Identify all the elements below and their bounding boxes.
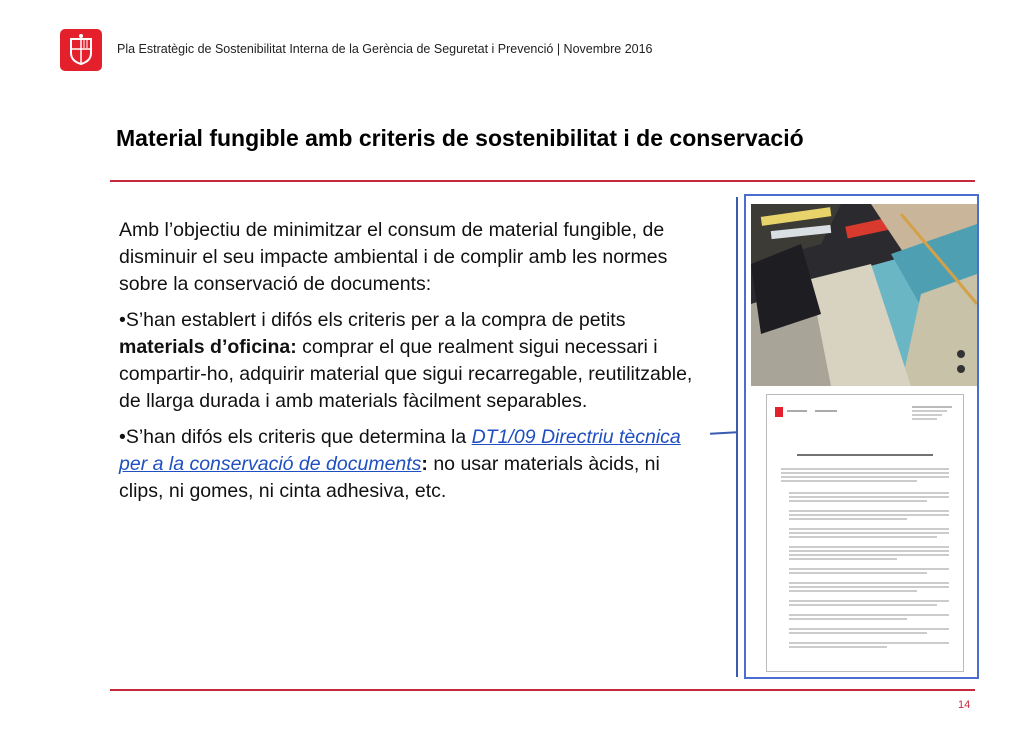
bullet2-suffix: no usar materials àcids, ni clips, ni gomes, ni cinta adhesiva, etc. [119, 453, 660, 502]
bullet-office-materials [119, 307, 699, 415]
slide-body [119, 217, 699, 514]
intro-paragraph: Amb l’objectiu de minimitzar el consum de material fungible, de disminuir el seu impacte ambiental i de complir amb les normes sobre la conservació de documents: [119, 219, 668, 295]
ajuntament-logo [60, 29, 102, 71]
bullet2-prefix: •S’han difós els criteris que determina la [119, 426, 472, 448]
bullet-conservation [119, 424, 699, 505]
bullet1-suffix: comprar el que realment sigui necessari i compartir-ho, adquirir material que sigui recarregable, reutilitzable, de llarga durada i amb materials fàcilment separables. [119, 336, 693, 412]
footer-divider [110, 689, 975, 691]
document-page-icon [767, 395, 963, 671]
header-subtitle: Pla Estratègic de Sostenibilitat Interna de la Gerència de Seguretat i Prevenció | Novembre 2016 [117, 42, 653, 56]
bracket-line [736, 197, 738, 677]
illustration-frame [744, 194, 979, 679]
page-number: 14 [958, 699, 971, 711]
title-divider [110, 180, 975, 182]
bullet1-prefix: •S’han establert i difós els criteris per a la compra de petits [119, 309, 626, 331]
bracket-connector [710, 431, 737, 434]
bullet2-colon: : [421, 453, 428, 475]
shield-icon [60, 29, 102, 71]
directive-document-thumbnail [766, 394, 964, 672]
dt1-09-link[interactable]: DT1/09 Directriu tècnica per a la conservació de documents [119, 426, 681, 475]
bullet1-bold: materials d’oficina: [119, 336, 297, 358]
office-supplies-photo [751, 204, 977, 386]
slide-title: Material fungible amb criteris de sostenibilitat i de conservació [116, 125, 804, 151]
